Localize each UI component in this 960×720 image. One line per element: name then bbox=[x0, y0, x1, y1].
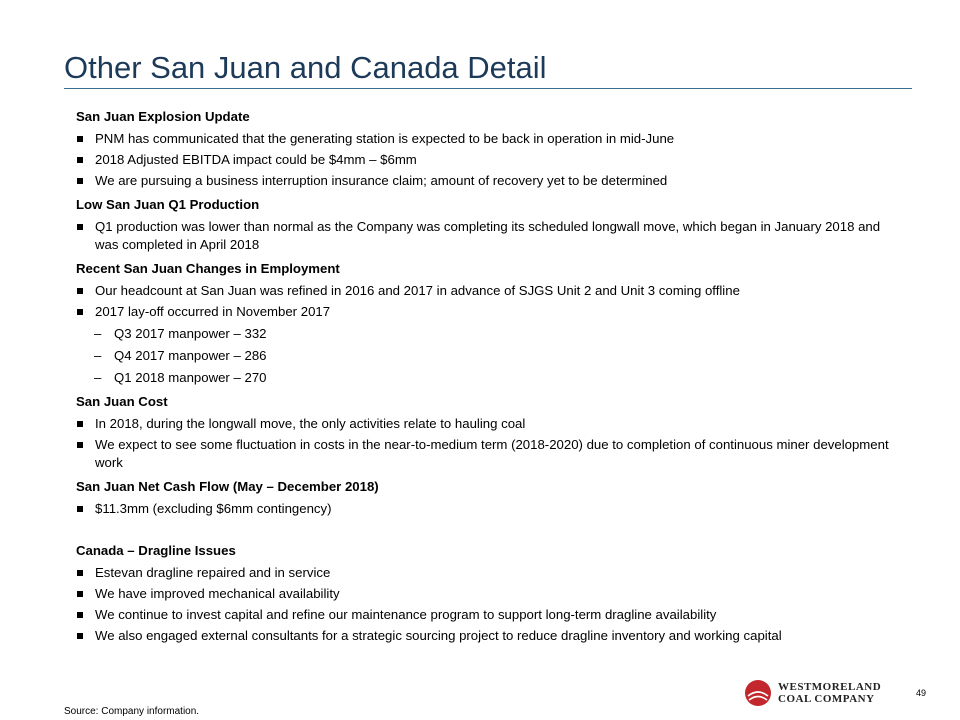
sub-bullet-item: – Q1 2018 manpower – 270 bbox=[76, 369, 906, 387]
bullet-item: $11.3mm (excluding $6mm contingency) bbox=[76, 500, 906, 518]
explosion-bullets bbox=[76, 130, 906, 190]
company-logo bbox=[744, 678, 894, 708]
section-heading-explosion: San Juan Explosion Update bbox=[76, 109, 250, 124]
section-heading-q1-production: Low San Juan Q1 Production bbox=[76, 197, 260, 212]
page-number: 49 bbox=[916, 688, 927, 698]
sub-bullet-item: – Q3 2017 manpower – 332 bbox=[76, 325, 906, 343]
page-title: Other San Juan and Canada Detail bbox=[64, 50, 547, 85]
bullet-item: PNM has communicated that the generating station is expected to be back in operation in mid-June bbox=[76, 130, 906, 148]
employment-bullets bbox=[76, 282, 906, 321]
bullet-item: We continue to invest capital and refine our maintenance program to support long-term dragline availability bbox=[76, 606, 906, 624]
bullet-item: Our headcount at San Juan was refined in 2016 and 2017 in advance of SJGS Unit 2 and Unit 3 coming offline bbox=[76, 282, 906, 300]
bullet-item: In 2018, during the longwall move, the only activities relate to hauling coal bbox=[76, 415, 906, 433]
section-heading-net-cash-flow: San Juan Net Cash Flow (May – December 2018) bbox=[76, 479, 379, 494]
section-heading-employment: Recent San Juan Changes in Employment bbox=[76, 261, 340, 276]
bullet-item: 2018 Adjusted EBITDA impact could be $4mm – $6mm bbox=[76, 151, 906, 169]
net-cash-flow-bullets bbox=[76, 500, 906, 518]
sub-bullet-item: – Q4 2017 manpower – 286 bbox=[76, 347, 906, 365]
bullet-item: Estevan dragline repaired and in service bbox=[76, 564, 906, 582]
bullet-item: We have improved mechanical availability bbox=[76, 585, 906, 603]
manpower-sub-bullets bbox=[76, 325, 906, 387]
bullet-item: 2017 lay-off occurred in November 2017 bbox=[76, 303, 906, 321]
bullet-item: We expect to see some fluctuation in costs in the near-to-medium term (2018-2020) due to completion of continuous miner development work bbox=[76, 436, 906, 472]
logo-mark-icon bbox=[744, 679, 772, 707]
section-heading-cost: San Juan Cost bbox=[76, 394, 168, 409]
bullet-item: We also engaged external consultants for a strategic sourcing project to reduce dragline inventory and working capital bbox=[76, 627, 906, 645]
canada-dragline-bullets bbox=[76, 564, 906, 645]
q1-production-bullets bbox=[76, 218, 906, 254]
bullet-item: Q1 production was lower than normal as the Company was completing its scheduled longwall move, which began in January 2018 and was completed in April 2018 bbox=[76, 218, 906, 254]
title-divider bbox=[64, 88, 912, 89]
logo-wordmark bbox=[778, 681, 881, 705]
slide-content bbox=[76, 106, 906, 648]
source-note: Source: Company information. bbox=[64, 706, 200, 717]
cost-bullets bbox=[76, 415, 906, 472]
logo-line-2: COAL COMPANY bbox=[778, 693, 875, 705]
bullet-item: We are pursuing a business interruption insurance claim; amount of recovery yet to be determined bbox=[76, 172, 906, 190]
logo-line-1: WESTMORELAND bbox=[778, 681, 882, 693]
section-heading-canada-dragline: Canada – Dragline Issues bbox=[76, 543, 236, 558]
